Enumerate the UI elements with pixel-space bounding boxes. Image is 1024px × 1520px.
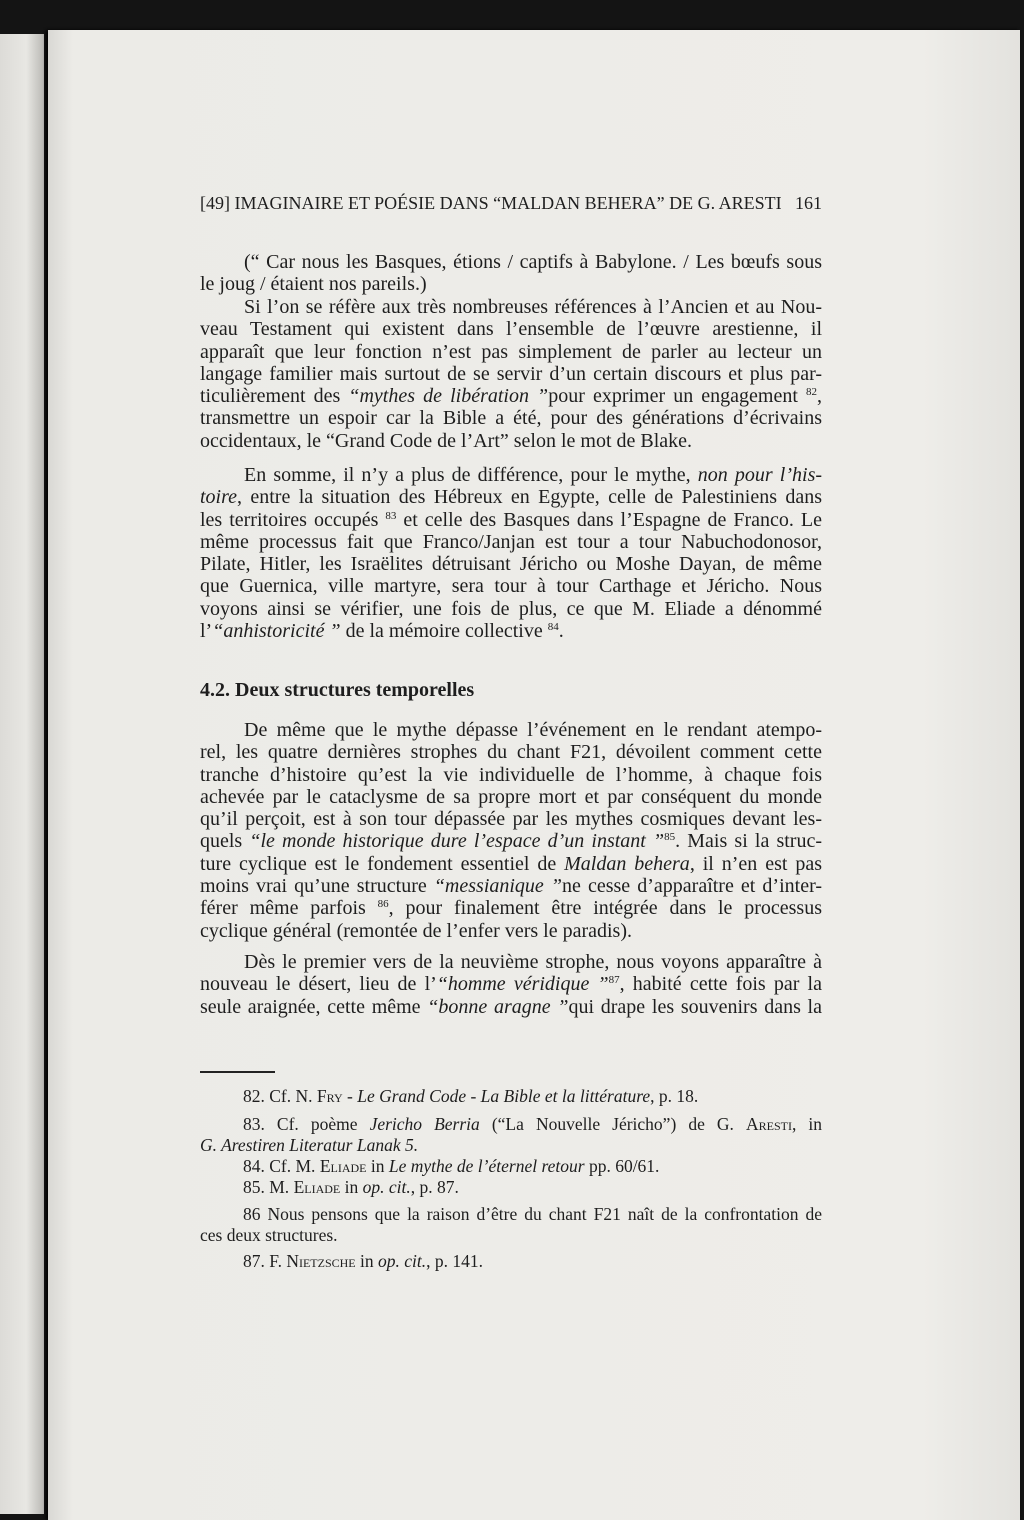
text-line: [200, 875, 822, 897]
text-run: 87. F.: [243, 1251, 287, 1271]
text-run: les territoires occupés: [200, 508, 386, 531]
text-run: pour exprimer un engagement: [548, 385, 807, 408]
text-run: pp. 60/61.: [584, 1156, 660, 1176]
text-run: férer même parfois: [200, 897, 378, 920]
text-line: [200, 786, 822, 808]
text-line: [200, 598, 822, 620]
text-run: 85. M.: [243, 1177, 294, 1197]
text-run: achevée par le cataclysme de sa propre mort et par conséquent du monde: [200, 785, 822, 808]
footnote: [200, 1086, 822, 1107]
running-header: [200, 192, 822, 214]
text-run: moins vrai qu’une structure: [200, 875, 434, 898]
text-run: occidentaux, le “Grand Code de l’Art” selon le mot de Blake.: [200, 429, 693, 452]
text-run: ,: [817, 385, 823, 408]
text-line: [200, 486, 822, 508]
text-run: et celle des Basques dans l’Espagne de Franco. Le: [396, 508, 823, 531]
paragraph: [200, 951, 822, 1018]
text-run: nouveau le désert, lieu de l’: [200, 973, 437, 996]
text-line: [200, 430, 822, 452]
text-run: , pour finalement être intégrée dans le processus: [388, 897, 822, 920]
text-run: , entre la situation des Hébreux en Egypte, celle de Palestiniens dans: [237, 486, 822, 509]
text-run: (“ Car nous les Basques, étions / captifs à Babylone. / Les bœufs sous: [244, 251, 822, 273]
text-run: (“La Nouvelle Jéricho”) de G.: [479, 1114, 746, 1134]
text-line: [200, 407, 822, 429]
footnote-ref: 82: [806, 386, 818, 399]
text-line: [200, 973, 822, 995]
text-run: ces deux structures.: [200, 1225, 338, 1245]
text-run: .: [558, 620, 564, 643]
text-line: [200, 830, 822, 852]
italic-text: “mythes de libération ”: [348, 385, 549, 408]
footnote: [200, 1156, 822, 1177]
text-line: [200, 341, 822, 363]
text-run: -: [342, 1086, 358, 1106]
text-run: ne cesse d’apparaître et d’inter-: [562, 875, 823, 898]
author-name: Eliade: [293, 1177, 341, 1197]
text-line: [200, 620, 822, 642]
text-line: [200, 575, 822, 597]
text-run: le joug / étaient nos pareils.): [200, 273, 427, 296]
footnote-ref: 85: [664, 831, 676, 844]
author-name: Eliade: [319, 1156, 367, 1176]
text-run: En somme, il n’y a plus de différence, pour le mythe,: [244, 464, 698, 486]
paragraph: [200, 719, 822, 942]
italic-text: “anhistoricité ”: [212, 620, 341, 643]
text-line: [200, 509, 822, 531]
page-number: 161: [795, 193, 822, 213]
text-line: [200, 897, 822, 919]
text-run: quels: [200, 830, 250, 853]
italic-text: G. Arestiren Literatur Lanak 5.: [200, 1135, 419, 1155]
text-run: , p. 87.: [410, 1177, 459, 1197]
text-run: transmettre un espoir car la Bible a été, pour des générations d’écrivains: [200, 407, 822, 430]
text-line: [200, 1086, 822, 1107]
footnote: [200, 1114, 822, 1156]
italic-text: “le monde historique dure l’espace d’un instant ”: [249, 830, 665, 853]
text-line: [200, 1204, 822, 1225]
text-run: Dès le premier vers de la neuvième strophe, nous voyons apparaître à: [244, 951, 822, 973]
italic-text: Le mythe de l’éternel retour: [388, 1156, 585, 1176]
text-run: qui drape les souvenirs dans la: [568, 995, 822, 1018]
italic-text: op. cit.: [362, 1177, 411, 1197]
text-run: in: [355, 1251, 379, 1271]
text-line: [200, 318, 822, 340]
text-line: [200, 251, 822, 273]
italic-text: Le Grand Code - La Bible et la littérature: [357, 1086, 651, 1106]
text-line: [200, 920, 822, 942]
author-name: Fry: [316, 1086, 343, 1106]
text-run: que Guernica, ville martyre, sera tour à tour Carthage et Jéricho. Nous: [200, 575, 822, 598]
text-run: ture cyclique est le fondement essentiel de: [200, 852, 565, 875]
text-run: 86 Nous pensons que la raison d’être du chant F21 naît de la confrontation de: [243, 1204, 822, 1224]
text-line: [200, 741, 822, 763]
author-name: Aresti: [745, 1114, 792, 1134]
text-line: [200, 764, 822, 786]
text-run: , p. 18.: [650, 1086, 699, 1106]
footnote: [200, 1204, 822, 1246]
text-line: [200, 1251, 822, 1272]
text-line: [200, 273, 822, 295]
book-page: [48, 30, 1020, 1520]
text-run: même processus fait que Franco/Janjan est tour a tour Nabuchodonosor,: [200, 530, 822, 553]
text-line: [200, 1135, 822, 1156]
text-run: ticulièrement des: [200, 385, 349, 408]
text-run: 84. Cf. M.: [243, 1156, 320, 1176]
text-run: seule araignée, cette même: [200, 995, 428, 1018]
text-run: , il n’en est pas: [689, 852, 822, 875]
footnote: [200, 1177, 822, 1198]
running-header-title: [49] IMAGINAIRE ET POÉSIE DANS “MALDAN BEHERA” DE G. ARESTI: [200, 193, 782, 213]
text-line: [200, 464, 822, 486]
text-line: [200, 1177, 822, 1198]
text-run: veau Testament qui existent dans l’ensemble de l’œuvre arestienne, il: [200, 318, 822, 341]
italic-text: “messianique ”: [433, 875, 563, 898]
text-run: cyclique général (remontée de l’enfer vers le paradis).: [200, 919, 632, 942]
text-run: . Mais si la struc-: [675, 830, 822, 853]
text-run: tranche d’histoire qu’est la vie individuelle de l’homme, à chaque fois: [200, 763, 822, 786]
italic-text: “homme véridique ”: [436, 973, 609, 996]
section-heading: 4.2. Deux structures temporelles: [200, 679, 475, 701]
text-run: , in: [791, 1114, 822, 1134]
text-run: De même que le mythe dépasse l’événement en le rendant atempo-: [244, 719, 822, 741]
text-line: [200, 853, 822, 875]
footnote-ref: 84: [547, 621, 559, 634]
text-line: [200, 363, 822, 385]
text-run: langage familier mais surtout de se servir d’un certain discours et plus par-: [200, 362, 822, 385]
text-run: de la mémoire collective: [340, 620, 548, 643]
text-line: [200, 531, 822, 553]
text-line: [200, 951, 822, 973]
italic-text: op. cit.: [378, 1251, 427, 1271]
text-line: [200, 385, 822, 407]
text-run: Si l’on se réfère aux très nombreuses références à l’Ancien et au Nou-: [244, 296, 822, 318]
text-line: [200, 1225, 822, 1246]
text-run: voyons ainsi se vérifier, une fois de plus, ce que M. Eliade a dénommé: [200, 597, 822, 620]
text-run: in: [340, 1177, 363, 1197]
italic-text: toire: [200, 486, 238, 509]
text-line: [200, 996, 822, 1018]
footnote-ref: 87: [608, 974, 620, 987]
italic-text: Jericho Berria: [369, 1114, 480, 1134]
text-run: qu’il perçoit, est à son tour dépassée par les mythes cosmiques devant les-: [200, 808, 822, 831]
text-run: , p. 141.: [426, 1251, 484, 1271]
paragraph-quote: [200, 251, 822, 296]
facing-page-edge: [0, 34, 44, 1514]
italic-text: Maldan behera: [564, 852, 690, 875]
text-run: Pilate, Hitler, les Israëlites détruisant Jéricho ou Moshe Dayan, de même: [200, 553, 822, 576]
text-line: [200, 1156, 822, 1177]
text-run: 82. Cf. N.: [243, 1086, 317, 1106]
footnote-ref: 86: [377, 898, 389, 911]
text-run: l’: [200, 620, 213, 643]
text-run: apparaît que leur fonction n’est pas simplement de parler au lecteur un: [200, 340, 822, 363]
paragraph: [200, 296, 822, 452]
text-run: 83. Cf. poème: [243, 1114, 370, 1134]
footnote-rule: [200, 1071, 275, 1073]
paragraph: [200, 464, 822, 642]
text-line: [200, 1114, 822, 1135]
text-line: [200, 296, 822, 318]
author-name: Nietzsche: [286, 1251, 356, 1271]
italic-text: non pour l’his-: [697, 464, 823, 486]
text-run: in: [366, 1156, 389, 1176]
footnote: [200, 1251, 822, 1272]
text-line: [200, 808, 822, 830]
text-run: rel, les quatre dernières strophes du chant F21, dévoilent comment cette: [200, 741, 822, 764]
text-run: , habité cette fois par la: [619, 973, 822, 996]
italic-text: “bonne aragne ”: [427, 995, 569, 1018]
text-line: [200, 553, 822, 575]
footnote-ref: 83: [385, 509, 397, 522]
text-line: [200, 719, 822, 741]
